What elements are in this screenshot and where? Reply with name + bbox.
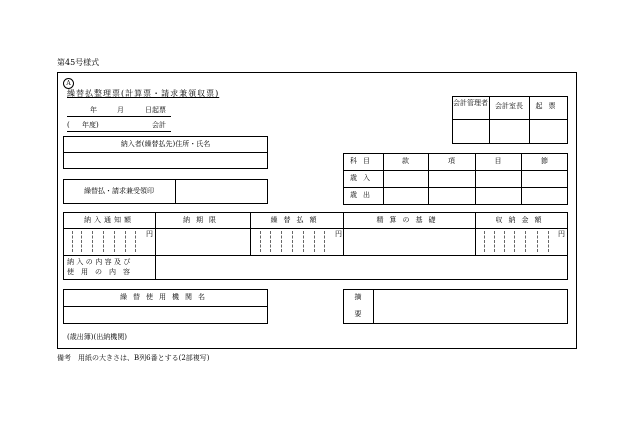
day-label: 日起票: [145, 106, 166, 114]
year-label: 年: [90, 106, 97, 114]
header-settlement-basis: 精算の基礎: [376, 216, 442, 224]
header-due-date: 納期限: [183, 216, 222, 224]
payer-header: 納入者(繰替払先)住所・氏名: [120, 140, 211, 148]
form-number: 第45号様式: [57, 58, 100, 67]
content-label-1: 納入の内容及び: [67, 258, 133, 266]
circled-marker: A: [63, 78, 74, 89]
fiscal-open: (: [67, 121, 70, 129]
receipt-seal-label: 繰替払・請求兼受領印: [84, 187, 154, 195]
content-label-2: 使用の内容: [67, 268, 137, 276]
budget-header-kan: 款: [402, 157, 409, 165]
approval-header-drafter: 起票: [535, 102, 562, 110]
date-underline: [67, 116, 171, 117]
budget-row-expenditure: 歳出: [350, 191, 376, 199]
form-title: 繰替払整理票(計算票・請求兼領収票): [67, 89, 220, 98]
budget-header-moku: 目: [494, 157, 502, 165]
yen-mark-notice: 円: [146, 230, 153, 238]
remarks-box: [343, 289, 568, 324]
bikou-note: 備考 用紙の大きさは、B列6番とする(2部複写): [57, 354, 210, 362]
fiscal-year-label: 年度): [82, 121, 99, 129]
header-received-amount: 収納金額: [495, 216, 548, 224]
approval-header-chief: 会計室長: [495, 102, 523, 110]
budget-row-revenue: 歳入: [350, 174, 376, 182]
fiscal-underline: [67, 131, 171, 132]
yen-mark-received: 円: [558, 230, 565, 238]
account-label: 会計: [152, 121, 166, 129]
remarks-label-2: 要: [354, 310, 362, 318]
header-notice-amount: 納入通知額: [84, 216, 134, 224]
agency-header: 繰替使用機関名: [120, 293, 211, 301]
budget-header-kou: 項: [448, 157, 455, 165]
month-label: 月: [117, 106, 124, 114]
remarks-label-1: 摘: [354, 293, 362, 301]
yen-mark-advance: 円: [335, 230, 342, 238]
budget-header-setsu: 節: [541, 157, 548, 165]
approval-header-treasurer: 会計管理者: [453, 99, 488, 107]
footer-note: (歳出簿)(出納機関): [67, 333, 127, 341]
header-advance-amount: 繰替払額: [270, 216, 323, 224]
budget-header-subject: 科目: [350, 157, 376, 165]
